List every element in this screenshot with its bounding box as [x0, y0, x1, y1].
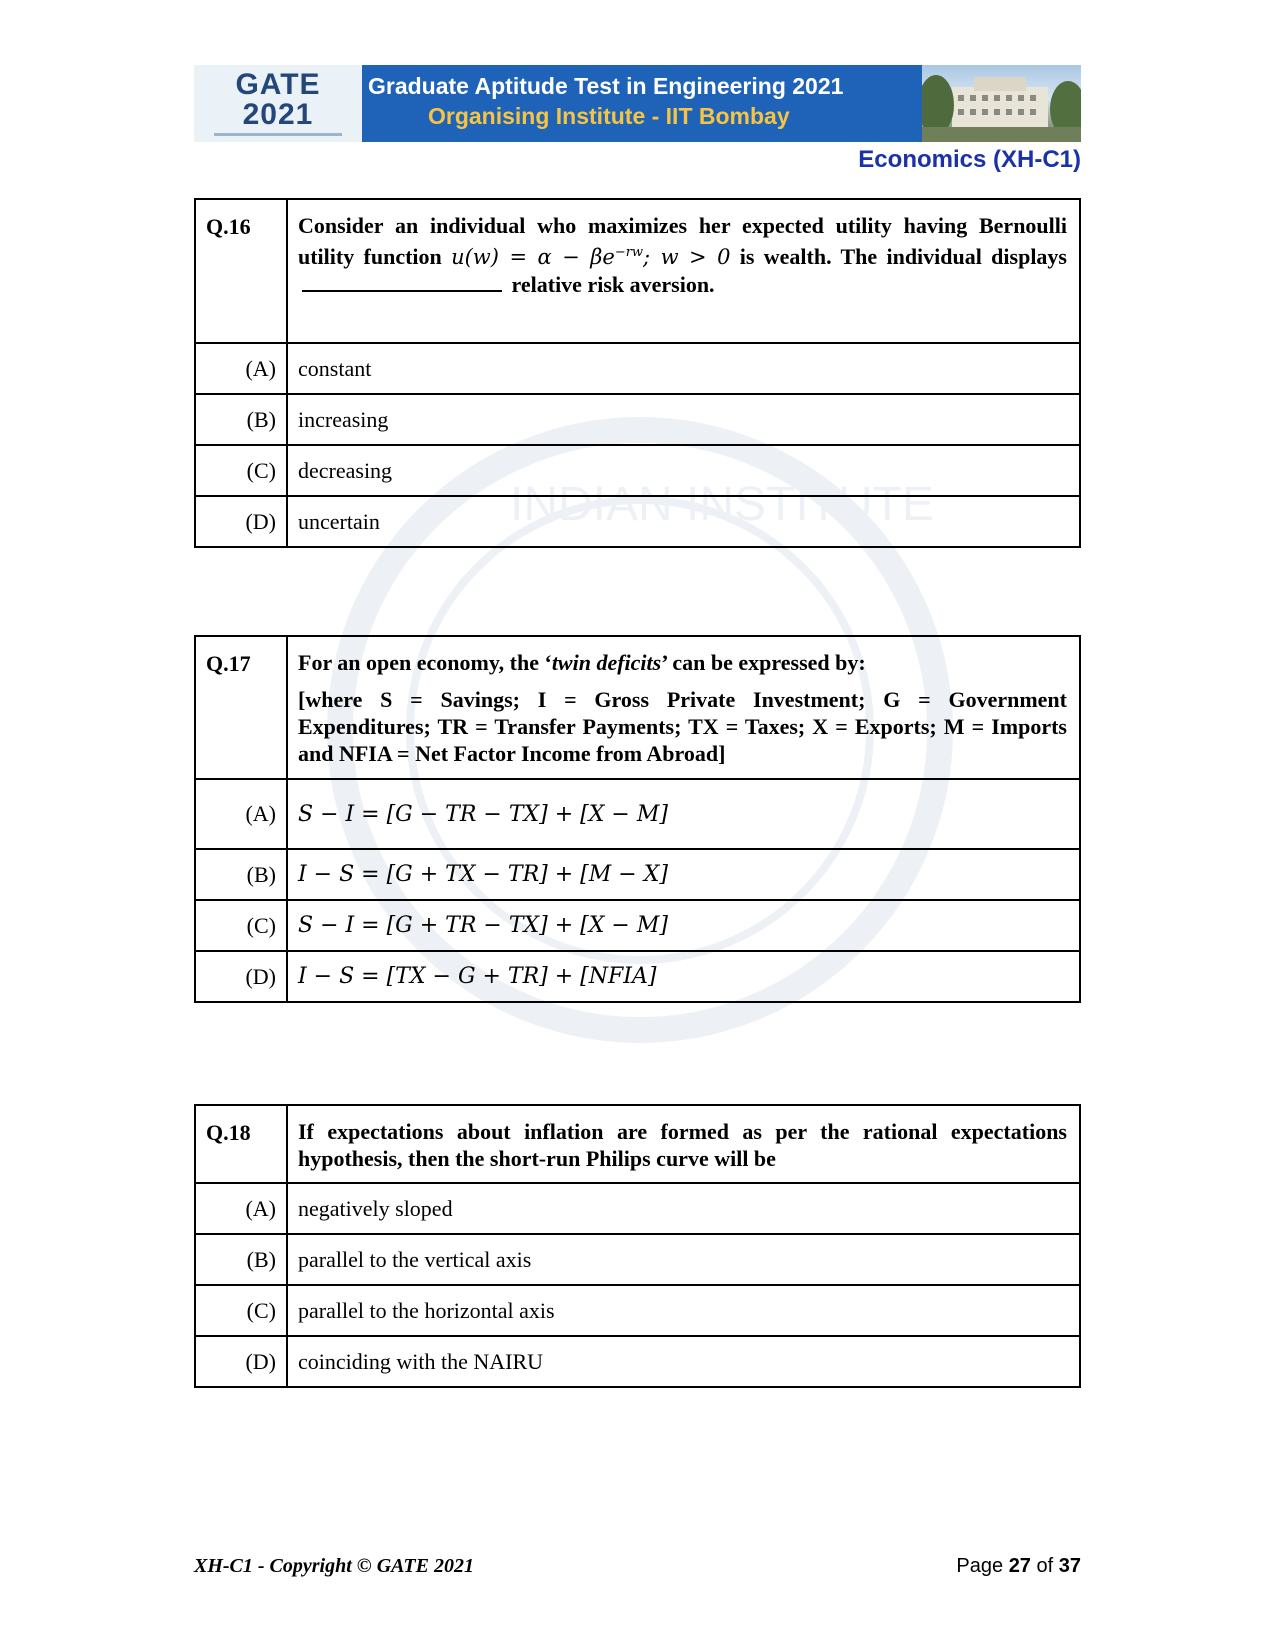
header-banner	[194, 65, 1081, 142]
stem-text-c: relative risk aversion.	[511, 272, 715, 297]
option-label: (D)	[195, 1336, 287, 1387]
option-equation: S − I = [G − TR − TX] + [X − M]	[287, 779, 1080, 849]
exam-title: Graduate Aptitude Test in Engineering 2021	[368, 73, 844, 99]
answer-blank	[302, 272, 502, 292]
option-row[interactable]	[195, 1183, 1080, 1234]
option-row[interactable]	[195, 394, 1080, 445]
option-row[interactable]	[195, 1234, 1080, 1285]
option-text: increasing	[287, 394, 1080, 445]
option-row[interactable]	[195, 951, 1080, 1002]
building-image	[922, 65, 1081, 142]
gate-logo	[194, 65, 362, 142]
option-equation: I − S = [TX − G + TR] + [NFIA]	[287, 951, 1080, 1002]
option-text: parallel to the horizontal axis	[287, 1285, 1080, 1336]
page-total: 37	[1058, 1555, 1081, 1577]
utility-function: $u(w) = \alpha - \beta e^{-rw}$; w > 0	[451, 245, 731, 269]
option-label: (A)	[195, 343, 287, 394]
option-row[interactable]	[195, 900, 1080, 951]
option-label: (B)	[195, 849, 287, 900]
organising-institute: Organising Institute - IIT Bombay	[428, 103, 790, 129]
option-equation: I − S = [G + TX − TR] + [M − X]	[287, 849, 1080, 900]
option-equation: S − I = [G + TR − TX] + [X − M]	[287, 900, 1080, 951]
option-row[interactable]	[195, 1336, 1080, 1387]
twin-deficits-term: twin deficits	[551, 650, 662, 675]
option-label: (A)	[195, 779, 287, 849]
option-row[interactable]	[195, 779, 1080, 849]
watermark-text: INDIAN INSTITUTE	[510, 478, 935, 531]
footer-copyright: XH-C1 - Copyright © GATE 2021	[194, 1555, 474, 1577]
stem-lead: For an open economy, the ‘twin deficits’ can be expressed by:	[298, 650, 866, 675]
option-label: (C)	[195, 445, 287, 496]
option-label: (C)	[195, 1285, 287, 1336]
option-text: uncertain	[287, 496, 1080, 547]
option-row[interactable]	[195, 445, 1080, 496]
option-text: negatively sloped	[287, 1183, 1080, 1234]
question-17-table	[194, 635, 1081, 1003]
option-text: constant	[287, 343, 1080, 394]
stem-definitions: [where S = Savings; I = Gross Private Investment; G = Government Expenditures; TR = Transfer Payments; TX = Taxes; X = Exports; M = Imports and NFIA = Net Factor Income from Abroad]	[298, 687, 1067, 766]
option-row[interactable]	[195, 1285, 1080, 1336]
logo-gate-text: GATE	[235, 68, 321, 101]
question-stem	[287, 636, 1080, 779]
question-16-table	[194, 198, 1081, 548]
banner-title	[362, 65, 922, 142]
question-18-table	[194, 1104, 1081, 1388]
question-number: Q.18	[195, 1105, 287, 1183]
option-label: (B)	[195, 1234, 287, 1285]
logo-year-text: 2021	[242, 98, 314, 131]
question-number: Q.16	[195, 199, 287, 343]
option-label: (C)	[195, 900, 287, 951]
option-label: (D)	[195, 496, 287, 547]
page-indicator: Page 27 of 37	[956, 1555, 1081, 1577]
option-label: (A)	[195, 1183, 287, 1234]
option-label: (B)	[195, 394, 287, 445]
stem-text-b: is wealth. The individual displays	[739, 244, 1067, 269]
campus-photo	[922, 65, 1081, 142]
question-stem: If expectations about inflation are formed as per the rational expectations hypothesis, then the short-run Philips curve will be	[287, 1105, 1080, 1183]
option-text: decreasing	[287, 445, 1080, 496]
option-row[interactable]	[195, 343, 1080, 394]
option-label: (D)	[195, 951, 287, 1002]
option-text: parallel to the vertical axis	[287, 1234, 1080, 1285]
page-current: 27	[1008, 1555, 1031, 1577]
paper-code: Economics (XH-C1)	[858, 146, 1081, 173]
option-text: coinciding with the NAIRU	[287, 1336, 1080, 1387]
question-number: Q.17	[195, 636, 287, 779]
option-row[interactable]	[195, 849, 1080, 900]
stem-text-a: Consider an individual who maximizes her expected utility having Bernoulli utility function	[298, 213, 1067, 269]
logo-tagline-bar	[214, 133, 342, 136]
question-stem	[287, 199, 1080, 343]
option-row[interactable]	[195, 496, 1080, 547]
